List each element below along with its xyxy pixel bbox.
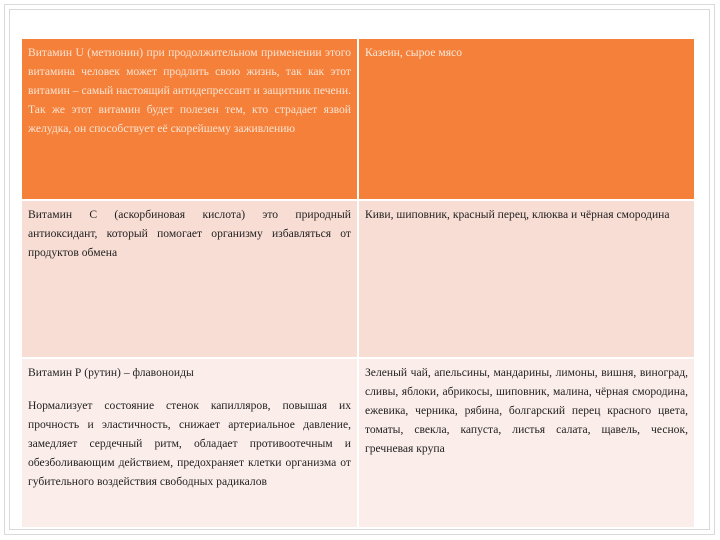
- table-row: [21, 38, 695, 200]
- table-row: [21, 358, 695, 528]
- cell-text: Казеин, сырое мясо: [365, 46, 462, 59]
- cell-text: Зеленый чай, апельсины, мандарины, лимоны, вишня, виноград, сливы, яблоки, абрикосы, шиповник, малина, чёрная смородина, ежевика, черника, рябина, болгарский перец красного цвета, томаты, свекла, капуста, листья салата, щавель, чеснок, гречневая крупа: [365, 366, 688, 455]
- vitamin-c-sources: [358, 200, 695, 358]
- vitamin-u-description: [21, 38, 358, 200]
- table-row: [21, 200, 695, 358]
- vitamins-table: [20, 37, 696, 529]
- cell-text: Витамин U (метионин) при продолжительном применении этого витамина человек может продлить свою жизнь, так как этот витамин – самый настоящий антидепрессант и защитник печени. Так же этот витамин будет полезен тем, кто страдает язвой желудка, он способствует её скорейшему заживлению: [28, 46, 351, 135]
- cell-text: Нормализует состояние стенок капилляров, повышая их прочность и эластичность, снижает артериальное давление, замедляет сердечный ритм, обладает противоотечным и обезболивающим действием, предохраняет клетки организма от губительного воздействия свободных радикалов: [28, 399, 351, 488]
- cell-text: Витамин С (аскорбиновая кислота) это природный антиоксидант, который помогает организму избавляться от продуктов обмена: [28, 208, 351, 259]
- cell-text: Киви, шиповник, красный перец, клюква и чёрная смородина: [365, 208, 670, 221]
- vitamin-c-description: [21, 200, 358, 358]
- cell-title: Витамин Р (рутин) – флавоноиды: [28, 366, 194, 379]
- vitamin-p-description: [21, 358, 358, 528]
- vitamin-p-sources: [358, 358, 695, 528]
- vitamin-u-sources: [358, 38, 695, 200]
